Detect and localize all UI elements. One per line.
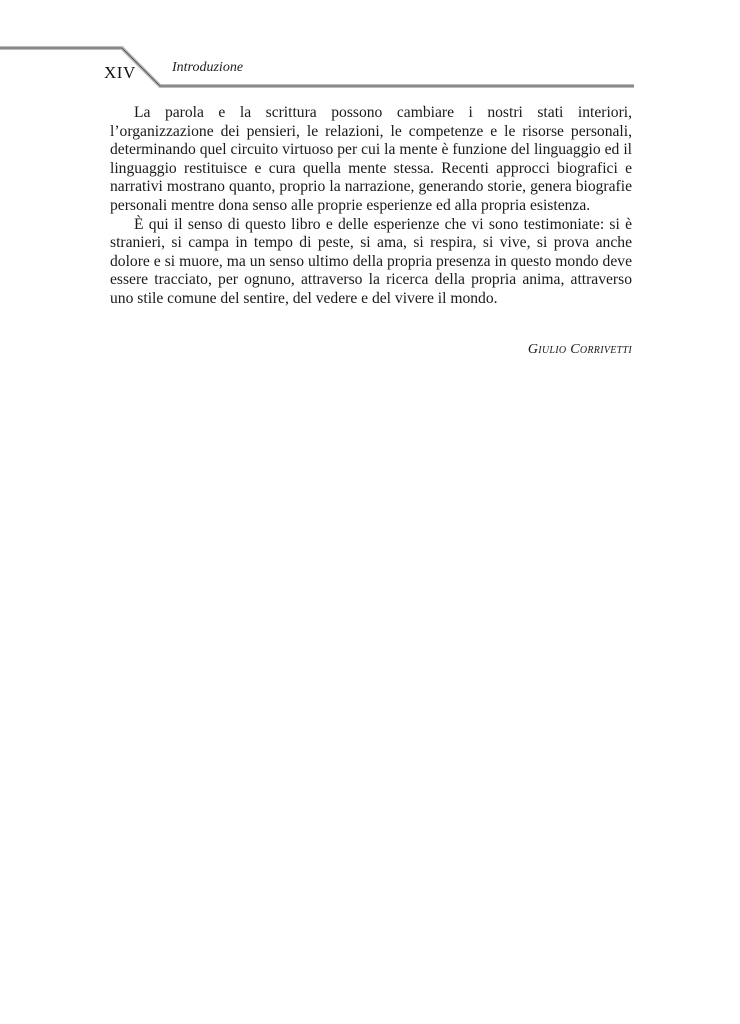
header-rule (0, 0, 740, 100)
paragraph: È qui il senso di questo libro e delle esperienze che vi sono testimoniate: si è stranieri, si campa in tempo di peste, si ama, si respira, si vive, si prova anche dolore e si muore, ma un senso ultimo della propria presenza in questo mondo deve essere tracciato, per ognuno, attraverso la ricerca della propria anima, attraverso uno stile comune del sentire, del vedere e del vivere il mondo. (110, 215, 632, 307)
author-signature: Giulio Corrivetti (527, 342, 632, 357)
body-text (110, 104, 632, 309)
running-head: Introduzione (172, 60, 244, 75)
paragraph: La parola e la scrittura possono cambiare i nostri stati interiori, l’organizzazione dei pensieri, le relazioni, le competenze e le risorse personali, determinando quel circuito virtuoso per cui la mente è funzione del linguaggio ed il linguaggio restituisce e cura quella mente stessa. Recenti approcci biografici e narrativi mostrano quanto, proprio la narrazione, generando storie, genera biografie personali mentre dona senso alle proprie esperienze ed alla propria esistenza. (110, 104, 632, 214)
page-number: XIV (104, 63, 136, 82)
